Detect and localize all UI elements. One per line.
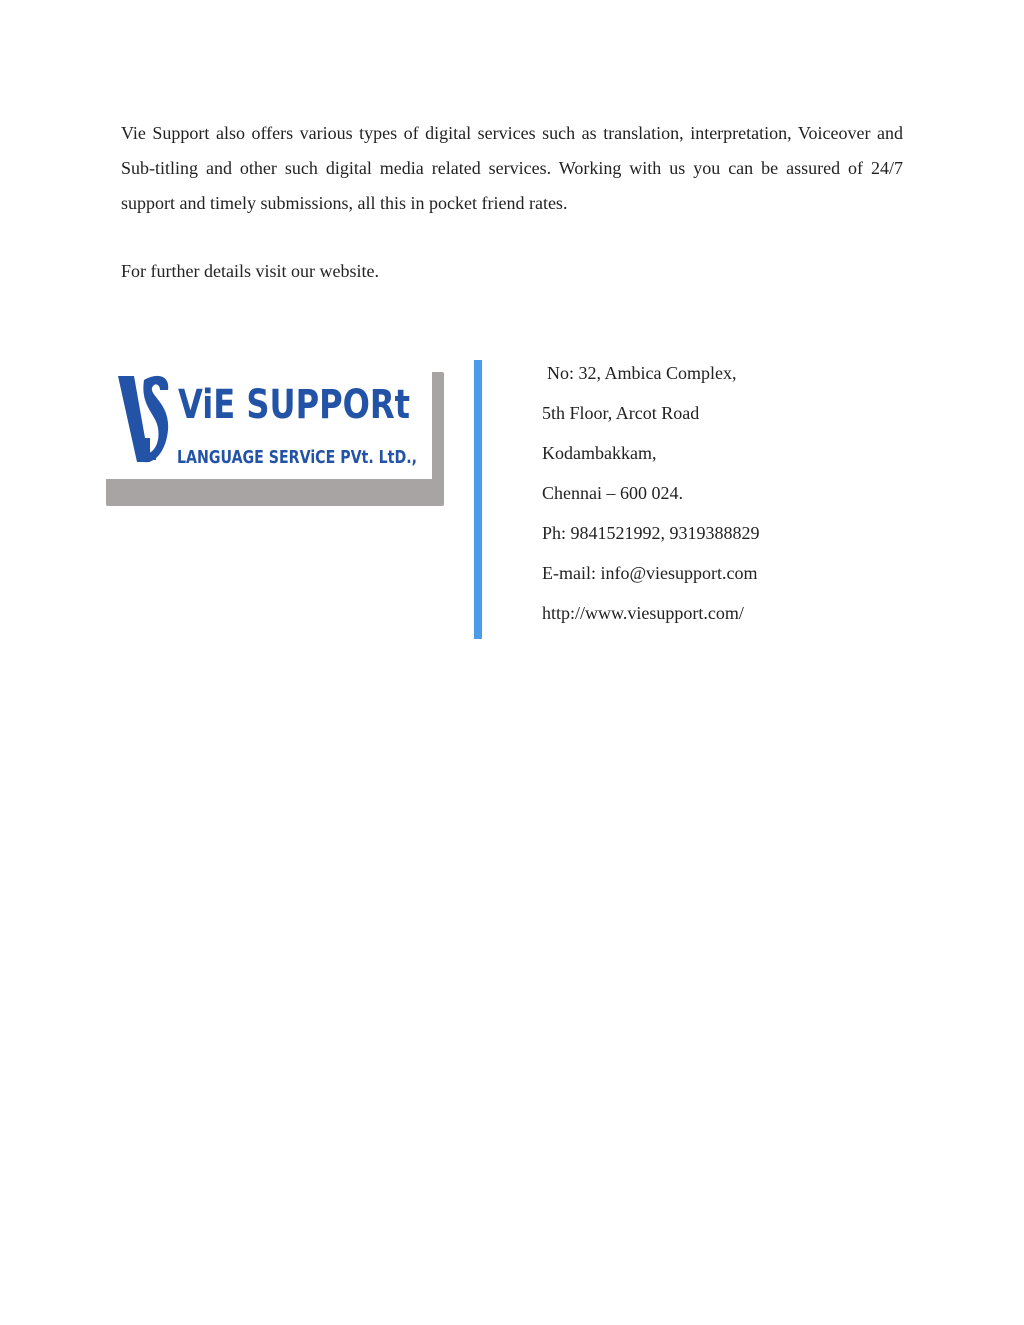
company-logo — [98, 360, 432, 479]
contact-address-block — [542, 355, 962, 635]
address-line-3: Kodambakkam, — [542, 443, 657, 463]
logo-graphic — [98, 360, 432, 479]
logo-subtitle: LANGUAGE SERViCE PVt. LtD., — [177, 447, 417, 468]
vertical-divider — [474, 360, 482, 639]
phone-numbers: Ph: 9841521992, 9319388829 — [542, 523, 760, 543]
email-address: E-mail: info@viesupport.com — [542, 563, 758, 583]
further-details-paragraph: For further details visit our website. — [121, 261, 379, 281]
address-line-1: No: 32, Ambica Complex, — [547, 363, 737, 383]
address-line-2: 5th Floor, Arcot Road — [542, 403, 700, 423]
website-url: http://www.viesupport.com/ — [542, 603, 744, 623]
services-paragraph: Vie Support also offers various types of digital services such as translation, interpretation, Voiceover and Sub-titling and other such digital media related services. Working with us you can be assured of 24/7 support and timely submissions, all this in pocket friend rates. — [121, 123, 903, 213]
logo-monogram — [118, 376, 168, 462]
address-line-4: Chennai – 600 024. — [542, 483, 683, 503]
logo-title: ViE SUPPORt — [178, 382, 410, 428]
